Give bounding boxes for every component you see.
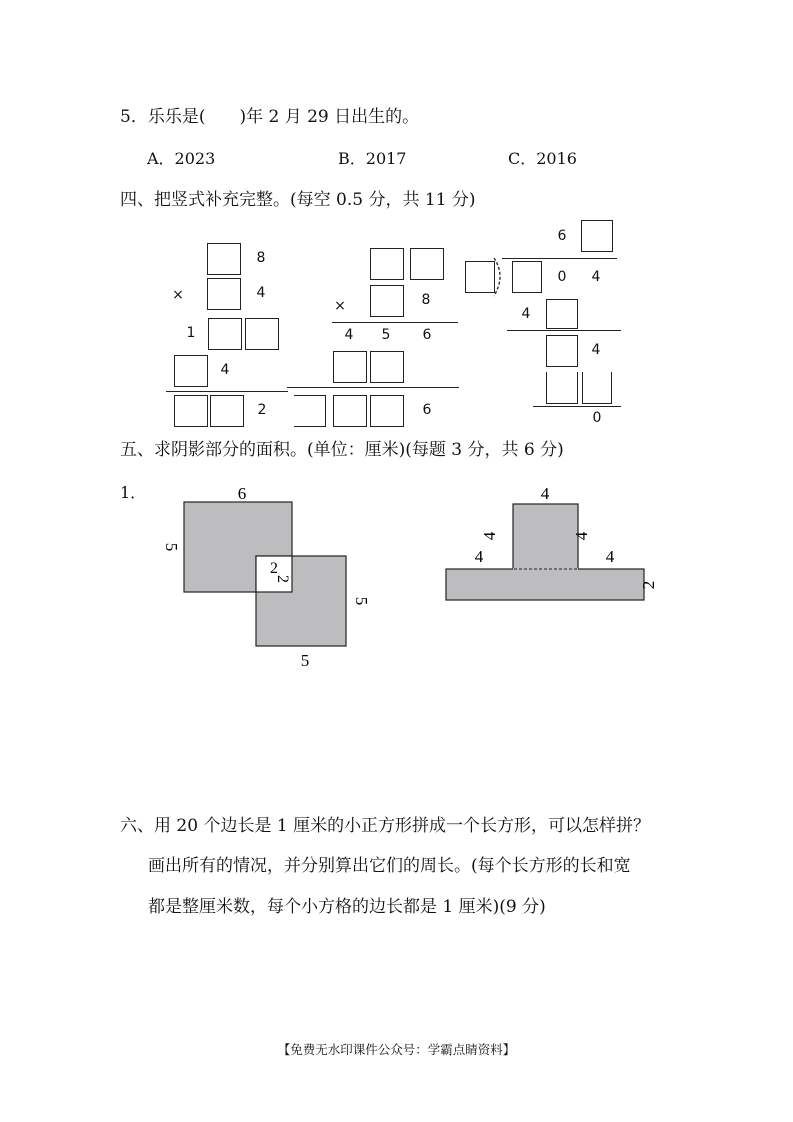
blank-box[interactable]: [546, 372, 578, 404]
blank-box[interactable]: [410, 248, 444, 280]
blank-box[interactable]: [370, 248, 404, 280]
blank-box[interactable]: [245, 318, 279, 350]
q5-option-b[interactable]: B．2017: [338, 149, 407, 168]
label-right: 5: [352, 596, 371, 606]
calc-line: [533, 406, 621, 407]
label-left: 5: [162, 542, 181, 552]
digit: 4: [521, 306, 531, 322]
section6-line3: 都是整厘米数，每个小方格的边长都是 1 厘米)(9 分): [148, 897, 546, 917]
blank-box[interactable]: [333, 351, 367, 383]
digit: 6: [422, 402, 432, 418]
digit: 8: [421, 292, 431, 308]
section4-title: 四、把竖式补充完整。(每空 0.5 分，共 11 分): [120, 190, 476, 210]
label-right-side: 4: [572, 531, 591, 541]
division-bar: [502, 258, 617, 259]
section6-line2: 画出所有的情况，并分别算出它们的周长。(每个长方形的长和宽: [148, 856, 631, 876]
blank-box[interactable]: [370, 395, 404, 427]
blank-box[interactable]: [333, 395, 367, 427]
digit: 0: [592, 410, 602, 426]
label-inner-top: 2: [270, 560, 278, 577]
quotient-digit: 6: [557, 228, 567, 244]
digit: 5: [381, 327, 391, 343]
blank-box[interactable]: [174, 395, 208, 427]
q5-option-c[interactable]: C．2016: [508, 149, 577, 168]
multiply-sign: ×: [334, 298, 346, 314]
digit: 0: [557, 269, 567, 285]
blank-box[interactable]: [512, 261, 542, 293]
digit: 4: [256, 285, 266, 301]
section6-line1: 六、用 20 个边长是 1 厘米的小正方形拼成一个长方形，可以怎样拼？: [120, 816, 651, 836]
blank-box[interactable]: [370, 351, 404, 383]
label-left-base: 4: [474, 547, 484, 566]
shaded-top-square: [513, 504, 578, 569]
digit: 2: [257, 402, 267, 418]
q5-option-a[interactable]: A．2023: [147, 149, 216, 168]
label-height: 2: [639, 580, 658, 590]
digit: 4: [591, 269, 601, 285]
blank-box[interactable]: [294, 395, 326, 427]
label-left-side: 4: [480, 531, 499, 541]
figure-2: [440, 480, 680, 610]
digit: 4: [344, 327, 354, 343]
label-bottom: 5: [300, 651, 310, 670]
blank-box[interactable]: [174, 355, 208, 387]
carry-digit: 1: [186, 325, 196, 341]
calc-line: [332, 322, 458, 323]
blank-box[interactable]: [546, 335, 578, 367]
label-right-base: 4: [605, 547, 615, 566]
shaded-base-rect: [446, 569, 644, 600]
section5-title: 五、求阴影部分的面积。(单位：厘米)(每题 3 分，共 6 分): [120, 440, 564, 460]
blank-box[interactable]: [582, 372, 612, 404]
digit: 6: [422, 327, 432, 343]
blank-box[interactable]: [546, 299, 578, 329]
blank-box[interactable]: [208, 318, 242, 350]
figure-1: [150, 480, 390, 675]
blank-box[interactable]: [370, 285, 404, 317]
blank-box[interactable]: [581, 220, 613, 252]
calc-line: [507, 330, 621, 331]
label-inner-side: 2: [274, 575, 291, 583]
label-top: 6: [237, 484, 247, 503]
calc-line: [166, 391, 288, 392]
blank-box[interactable]: [207, 278, 241, 310]
calc-line: [287, 387, 459, 388]
label-top: 4: [540, 484, 550, 503]
multiply-sign: ×: [172, 287, 184, 303]
blank-box[interactable]: [207, 243, 241, 275]
q5-text: 5．乐乐是( )年 2 月 29 日出生的。: [120, 107, 420, 127]
blank-box[interactable]: [210, 395, 244, 427]
footer-watermark: 【免费无水印课件公众号：学霸点睛资料】: [277, 1042, 516, 1057]
divisor-box[interactable]: [465, 261, 495, 293]
digit: 8: [256, 250, 266, 266]
item-label: 1．: [120, 483, 147, 502]
digit: 4: [220, 362, 230, 378]
digit: 4: [591, 342, 601, 358]
